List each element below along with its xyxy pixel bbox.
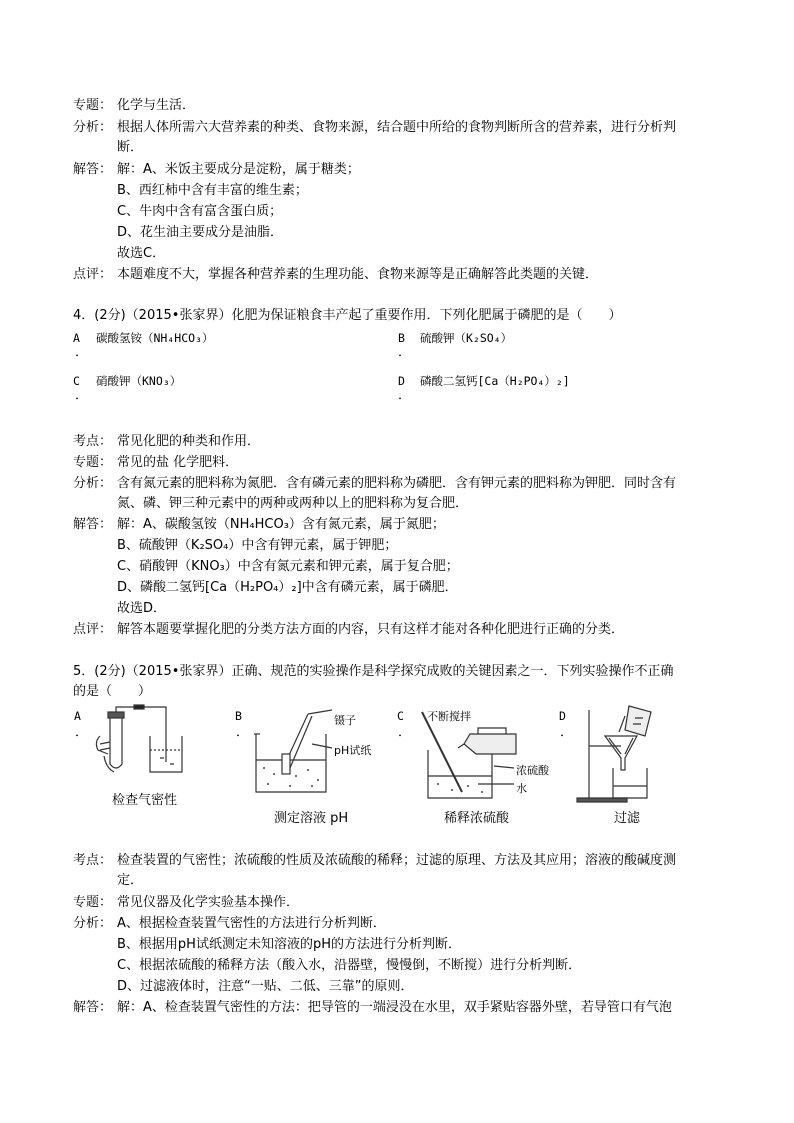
q4-option-d-letter[interactable]: D xyxy=(398,374,405,388)
q4-option-b-dot: ． xyxy=(398,345,412,360)
q5-point-line1: 检查装置的气密性；浓硫酸的性质及浓硫酸的稀释；过滤的原理、方法及其应用；溶液的酸碱度测 xyxy=(117,853,677,868)
q5-option-d-dot: ． xyxy=(560,725,574,740)
q3-analysis-line1: 根据人体所需六大营养素的种类、食物来源，结合题中所给的食物判断所含的营养素，进行分析判 xyxy=(117,120,677,135)
point-label: 考点： xyxy=(73,434,113,449)
q4-comment: 解答本题要掌握化肥的分类方法方面的内容，只有这样才能对各种化肥进行正确的分类． xyxy=(117,622,625,637)
q5-option-c-letter[interactable]: C xyxy=(397,709,404,723)
q4-analysis-line1: 含有氮元素的肥料称为氮肥．含有磷元素的肥料称为磷肥．含有钾元素的肥料称为钾肥．同时含有 xyxy=(117,476,677,491)
q5-answer-line1: 解：A、检查装置气密性的方法：把导管的一端浸没在水里，双手紧贴容器外壁，若导管口有气泡 xyxy=(117,1000,672,1015)
q5-stem-line1: 5．(2分)（2015•张家界）正确、规范的实验操作是科学探究成败的关键因素之一．下列实验操作不正确 xyxy=(73,664,674,679)
comment-label: 点评： xyxy=(73,267,113,282)
q4-option-c-letter[interactable]: C xyxy=(73,374,80,388)
topic-label: 专题： xyxy=(73,895,113,910)
topic-label: 专题： xyxy=(73,455,113,470)
analysis-label: 分析： xyxy=(73,120,113,135)
q4-topic: 常见的盐 化学肥料． xyxy=(117,455,239,470)
comment-label: 点评： xyxy=(73,622,113,637)
q5-analysis-line3: C、根据浓硫酸的稀释方法（酸入水，沿器壁，慢慢倒，不断搅）进行分析判断． xyxy=(117,958,582,973)
figure-c-stir-label: 不断搅拌 xyxy=(427,710,471,723)
q3-answer-line4: D、花生油主要成分是油脂． xyxy=(117,225,284,240)
q4-option-a-letter[interactable]: A xyxy=(73,331,80,345)
figure-b-ph-paper-label: pH试纸 xyxy=(334,744,372,757)
q3-answer-line2: B、西红柿中含有丰富的维生素； xyxy=(117,183,308,198)
q5-topic: 常见仪器及化学实验基本操作． xyxy=(117,895,300,910)
q3-comment: 本题难度不大，掌握各种营养素的生理功能、食物来源等是正确解答此类题的关键． xyxy=(117,267,599,282)
q4-option-a-dot: ． xyxy=(75,345,89,360)
q5-caption-a: 检查气密性 xyxy=(112,793,178,808)
topic-label: 专题： xyxy=(73,98,113,113)
q4-point: 常见化肥的种类和作用． xyxy=(117,434,261,449)
q4-option-a-text[interactable]: 碳酸氢铵（NH₄HCO₃） xyxy=(96,331,214,345)
q3-answer-line3: C、牛肉中含有富含蛋白质； xyxy=(117,204,283,219)
answer-label: 解答： xyxy=(73,1000,113,1015)
analysis-label: 分析： xyxy=(73,476,113,491)
q5-option-c-dot: ． xyxy=(398,725,412,740)
q5-analysis-line4: D、过滤液体时，注意“一贴、二低、三靠”的原则． xyxy=(117,979,414,994)
q4-answer-line5: 故选D． xyxy=(117,601,167,616)
q4-stem: 4．(2分)（2015•张家界）化肥为保证粮食丰产起了重要作用．下列化肥属于磷肥的是（ ） xyxy=(73,308,622,323)
q4-option-d-dot: ． xyxy=(398,388,412,403)
q5-caption-c: 稀释浓硫酸 xyxy=(444,811,510,826)
figure-c-acid-label: 浓硫酸 xyxy=(516,764,549,777)
q4-option-c-dot: ． xyxy=(75,388,89,403)
point-label: 考点： xyxy=(73,853,113,868)
q5-analysis-line2: B、根据用pH试纸测定未知溶液的pH的方法进行分析判断． xyxy=(117,937,461,952)
q3-answer-line5: 故选C． xyxy=(117,246,166,261)
figure-d-filtration xyxy=(575,706,675,804)
q5-option-b-letter[interactable]: B xyxy=(235,709,242,723)
q5-option-a-letter[interactable]: A xyxy=(74,709,81,723)
q5-stem-line2: 的是（ ） xyxy=(73,684,152,699)
q4-option-b-letter[interactable]: B xyxy=(398,331,405,345)
q4-option-d-text[interactable]: 磷酸二氢钙[Ca（H₂PO₄）₂] xyxy=(420,374,570,388)
q5-analysis-line1: A、根据检查装置气密性的方法进行分析判断． xyxy=(117,916,386,931)
q4-answer-line3: C、硝酸钾（KNO₃）中含有氮元素和钾元素，属于复合肥； xyxy=(117,559,459,574)
q5-caption-d: 过滤 xyxy=(614,811,641,826)
figure-b-tweezers-label: 镊子 xyxy=(334,714,356,727)
q5-point-line2: 定． xyxy=(117,873,144,888)
q4-answer-line4: D、磷酸二氢钙[Ca（H₂PO₄）₂]中含有磷元素，属于磷肥． xyxy=(117,580,458,595)
answer-label: 解答： xyxy=(73,162,113,177)
analysis-label: 分析： xyxy=(73,916,113,931)
q5-caption-b: 测定溶液 pH xyxy=(274,811,349,826)
q4-analysis-line2: 氮、磷、钾三种元素中的两种或两种以上的肥料称为复合肥． xyxy=(117,496,469,511)
q5-option-d-letter[interactable]: D xyxy=(559,709,566,723)
q4-answer-line2: B、硫酸钾（K₂SO₄）中含有钾元素，属于钾肥； xyxy=(117,538,398,553)
q3-analysis-line2: 断． xyxy=(117,140,144,155)
q5-option-b-dot: ． xyxy=(236,725,250,740)
q4-option-c-text[interactable]: 硝酸钾（KNO₃） xyxy=(96,374,182,388)
q4-option-b-text[interactable]: 硫酸钾（K₂SO₄） xyxy=(420,331,513,345)
q3-answer-line1: 解：A、米饭主要成分是淀粉，属于糖类； xyxy=(117,162,360,177)
q3-topic: 化学与生活． xyxy=(117,98,196,113)
figure-a-airtightness xyxy=(90,706,185,786)
q4-answer-line1: 解：A、碳酸氢铵（NH₄HCO₃）含有氮元素，属于氮肥； xyxy=(117,517,445,532)
figure-c-water-label: 水 xyxy=(516,782,527,795)
answer-label: 解答： xyxy=(73,517,113,532)
q5-option-a-dot: ． xyxy=(75,725,89,740)
